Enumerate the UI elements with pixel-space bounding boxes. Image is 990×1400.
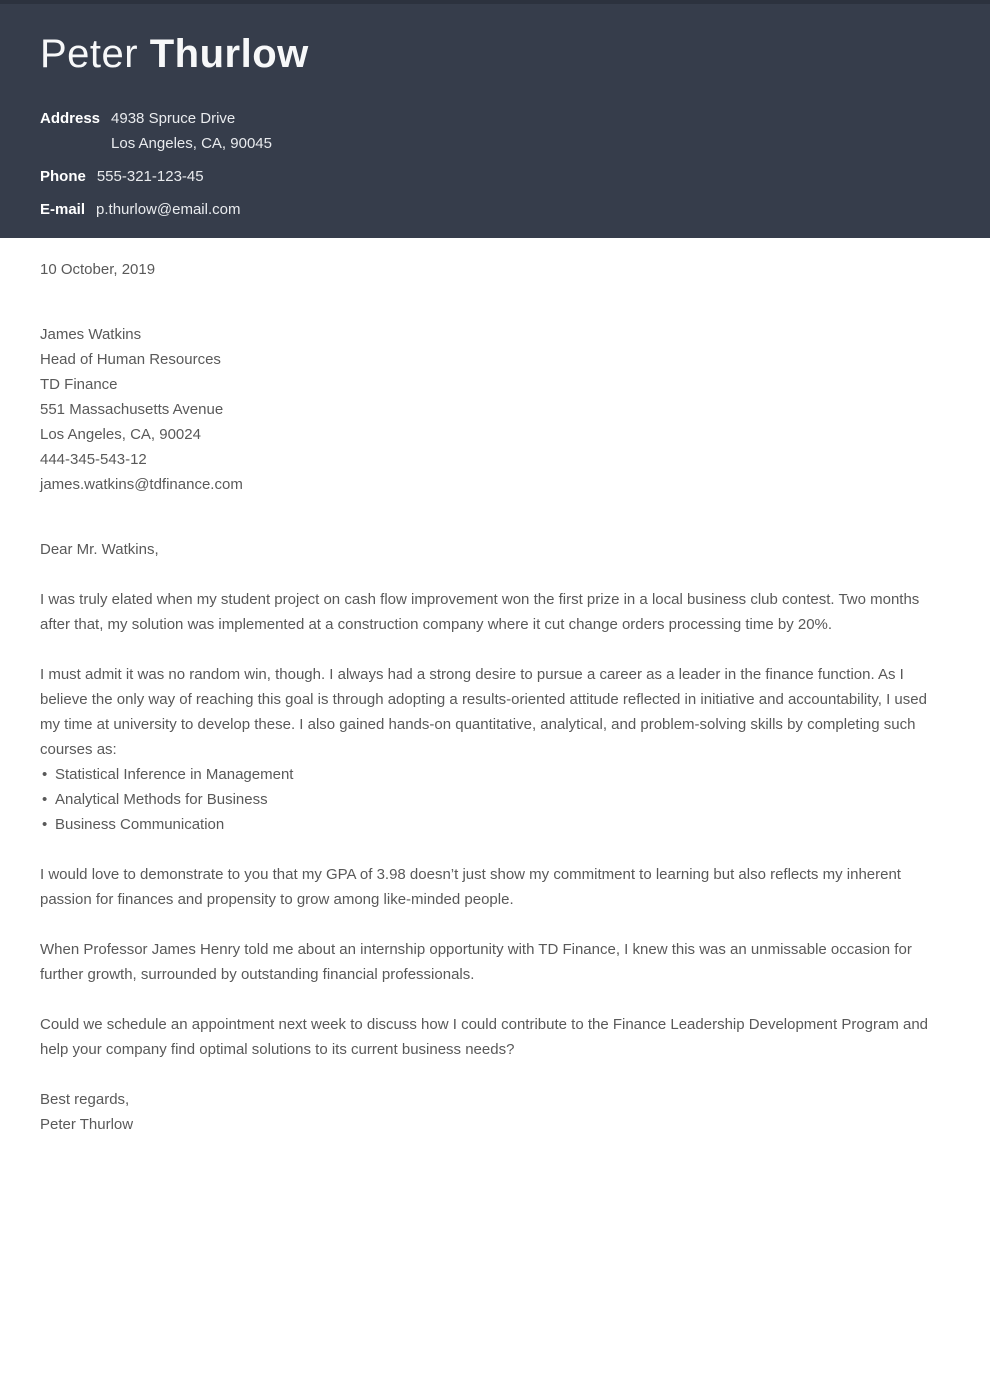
list-item xyxy=(40,812,948,837)
recipient-title: Head of Human Resources xyxy=(40,351,221,368)
bullet-icon: • xyxy=(42,816,48,833)
email-label: E-mail xyxy=(40,201,86,218)
contact-info xyxy=(40,106,950,222)
header-top-accent xyxy=(0,0,990,4)
address-line-1: 4938 Spruce Drive xyxy=(111,110,236,127)
contact-row-address xyxy=(40,106,950,156)
paragraph-gpa: I would love to demonstrate to you that my GPA of 3.98 doesn’t just show my commitment to learning but also reflects my inherent passion for finances and propensity to grow among like-minded people. xyxy=(40,866,901,908)
address-value xyxy=(111,106,272,156)
paragraph-referral: When Professor James Henry told me about an internship opportunity with TD Finance, I knew this was an unmissable occasion for further growth, surrounded by outstanding financial professionals. xyxy=(40,941,912,983)
candidate-last-name: Thurlow xyxy=(149,32,309,76)
courses-list xyxy=(40,762,948,837)
closing-block xyxy=(40,1087,948,1137)
contact-row-email xyxy=(40,197,950,222)
phone-value: 555-321-123-45 xyxy=(96,168,204,185)
list-item xyxy=(40,787,948,812)
candidate-first-name: Peter xyxy=(40,32,139,76)
contact-row-phone xyxy=(40,164,950,189)
recipient-block xyxy=(40,322,948,497)
list-item-label: Business Communication xyxy=(55,816,225,833)
signature-name: Peter Thurlow xyxy=(40,1116,134,1133)
email-value: p.thurlow@email.com xyxy=(96,201,241,218)
letter-date: 10 October, 2019 xyxy=(40,261,156,278)
recipient-company: TD Finance xyxy=(40,376,118,393)
recipient-city: Los Angeles, CA, 90024 xyxy=(40,426,201,443)
paragraph-skills: I must admit it was no random win, though. I always had a strong desire to pursue a career as a leader in the finance function. As I believe the only way of reaching this goal is through adopting a results-oriented attitude reflected in initiative and accountability, I used my time at university to develop these. I also gained hands-on quantitative, analytical, and problem-solving skills by completing such courses as: xyxy=(40,666,927,758)
list-item-label: Analytical Methods for Business xyxy=(55,791,268,808)
address-line-2: Los Angeles, CA, 90045 xyxy=(111,135,272,152)
letter-body xyxy=(0,257,990,1137)
recipient-street: 551 Massachusetts Avenue xyxy=(40,401,224,418)
paragraph-call-to-action: Could we schedule an appointment next week to discuss how I could contribute to the Finance Leadership Development Program and help your company find optimal solutions to its current business needs? xyxy=(40,1016,929,1058)
address-label: Address xyxy=(40,110,101,127)
header xyxy=(0,0,990,238)
phone-label: Phone xyxy=(40,168,86,185)
paragraph-intro: I was truly elated when my student project on cash flow improvement won the first prize in a local business club contest. Two months after that, my solution was implemented at a construction company where it cut change orders processing time by 20%. xyxy=(40,591,920,633)
closing-phrase: Best regards, xyxy=(40,1091,130,1108)
salutation: Dear Mr. Watkins, xyxy=(40,541,159,558)
list-item xyxy=(40,762,948,787)
recipient-phone: 444-345-543-12 xyxy=(40,451,147,468)
bullet-icon: • xyxy=(42,766,48,783)
recipient-name: James Watkins xyxy=(40,326,142,343)
recipient-email: james.watkins@tdfinance.com xyxy=(40,476,243,493)
candidate-name xyxy=(40,0,950,77)
list-item-label: Statistical Inference in Management xyxy=(55,766,294,783)
bullet-icon: • xyxy=(42,791,48,808)
